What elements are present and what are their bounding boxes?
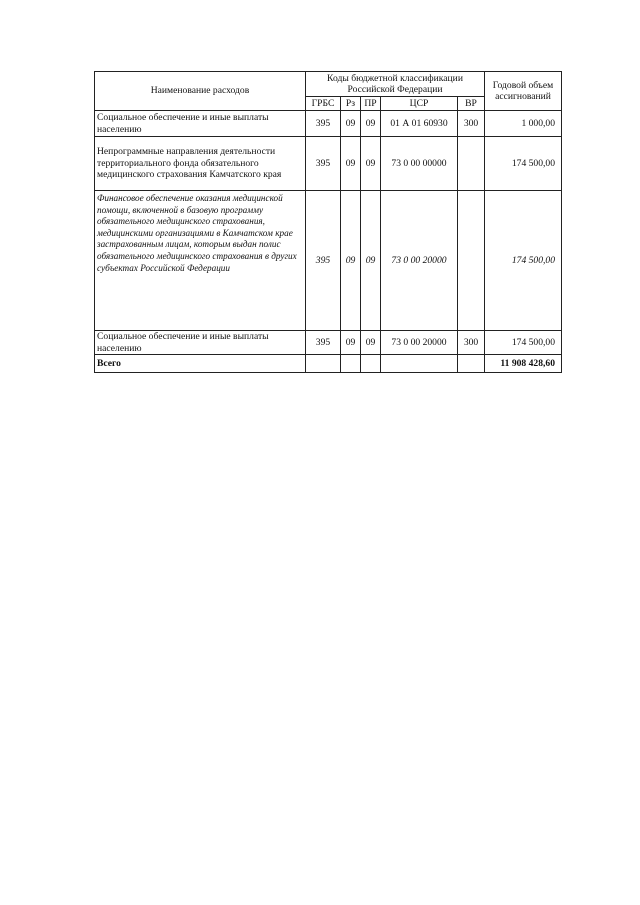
row-grbs: 395 xyxy=(306,111,341,137)
row-csr: 73 0 00 20000 xyxy=(381,191,458,331)
row-rz: 09 xyxy=(341,331,361,355)
row-pr: 09 xyxy=(361,191,381,331)
row-pr: 09 xyxy=(361,331,381,355)
header-rz: Рз xyxy=(341,97,361,111)
row-amount: 1 000,00 xyxy=(485,111,562,137)
header-grbs: ГРБС xyxy=(306,97,341,111)
total-empty-pr xyxy=(361,355,381,373)
row-csr: 01 А 01 60930 xyxy=(381,111,458,137)
table-row xyxy=(95,111,562,137)
header-annual: Годовой объем ассигнований xyxy=(485,72,562,111)
header-name: Наименование расходов xyxy=(95,72,306,111)
row-vr: 300 xyxy=(458,111,485,137)
row-pr: 09 xyxy=(361,111,381,137)
table-row xyxy=(95,137,562,191)
total-amount: 11 908 428,60 xyxy=(485,355,562,373)
total-empty-csr xyxy=(381,355,458,373)
table-row xyxy=(95,191,562,331)
total-empty-vr xyxy=(458,355,485,373)
header-csr: ЦСР xyxy=(381,97,458,111)
row-name: Непрограммные направления деятельности территориального фонда обязательного медицинского страхования Камчатского края xyxy=(95,137,306,191)
row-vr xyxy=(458,191,485,331)
row-vr: 300 xyxy=(458,331,485,355)
row-grbs: 395 xyxy=(306,137,341,191)
budget-table xyxy=(94,71,562,373)
row-name: Социальное обеспечение и иные выплаты населению xyxy=(95,331,306,355)
header-pr: ПР xyxy=(361,97,381,111)
row-name: Финансовое обеспечение оказания медицинской помощи, включенной в базовую программу обязательного медицинского страхования, медицинскими организациями в Камчатском крае застрахованным лицам, которым выдан полис обязательного медицинского страхования в других субъектах Российской Федерации xyxy=(95,191,306,331)
row-rz: 09 xyxy=(341,111,361,137)
row-name: Социальное обеспечение и иные выплаты населению xyxy=(95,111,306,137)
header-codes-group: Коды бюджетной классификации Российской Федерации xyxy=(306,72,485,97)
row-csr: 73 0 00 00000 xyxy=(381,137,458,191)
header-vr: ВР xyxy=(458,97,485,111)
row-grbs: 395 xyxy=(306,331,341,355)
row-vr xyxy=(458,137,485,191)
row-rz: 09 xyxy=(341,191,361,331)
row-rz: 09 xyxy=(341,137,361,191)
row-amount: 174 500,00 xyxy=(485,191,562,331)
total-row xyxy=(95,355,562,373)
row-grbs: 395 xyxy=(306,191,341,331)
header-row xyxy=(95,72,562,97)
total-empty-rz xyxy=(341,355,361,373)
row-csr: 73 0 00 20000 xyxy=(381,331,458,355)
total-empty-grbs xyxy=(306,355,341,373)
row-amount: 174 500,00 xyxy=(485,137,562,191)
table-row xyxy=(95,331,562,355)
total-label: Всего xyxy=(95,355,306,373)
row-amount: 174 500,00 xyxy=(485,331,562,355)
row-pr: 09 xyxy=(361,137,381,191)
